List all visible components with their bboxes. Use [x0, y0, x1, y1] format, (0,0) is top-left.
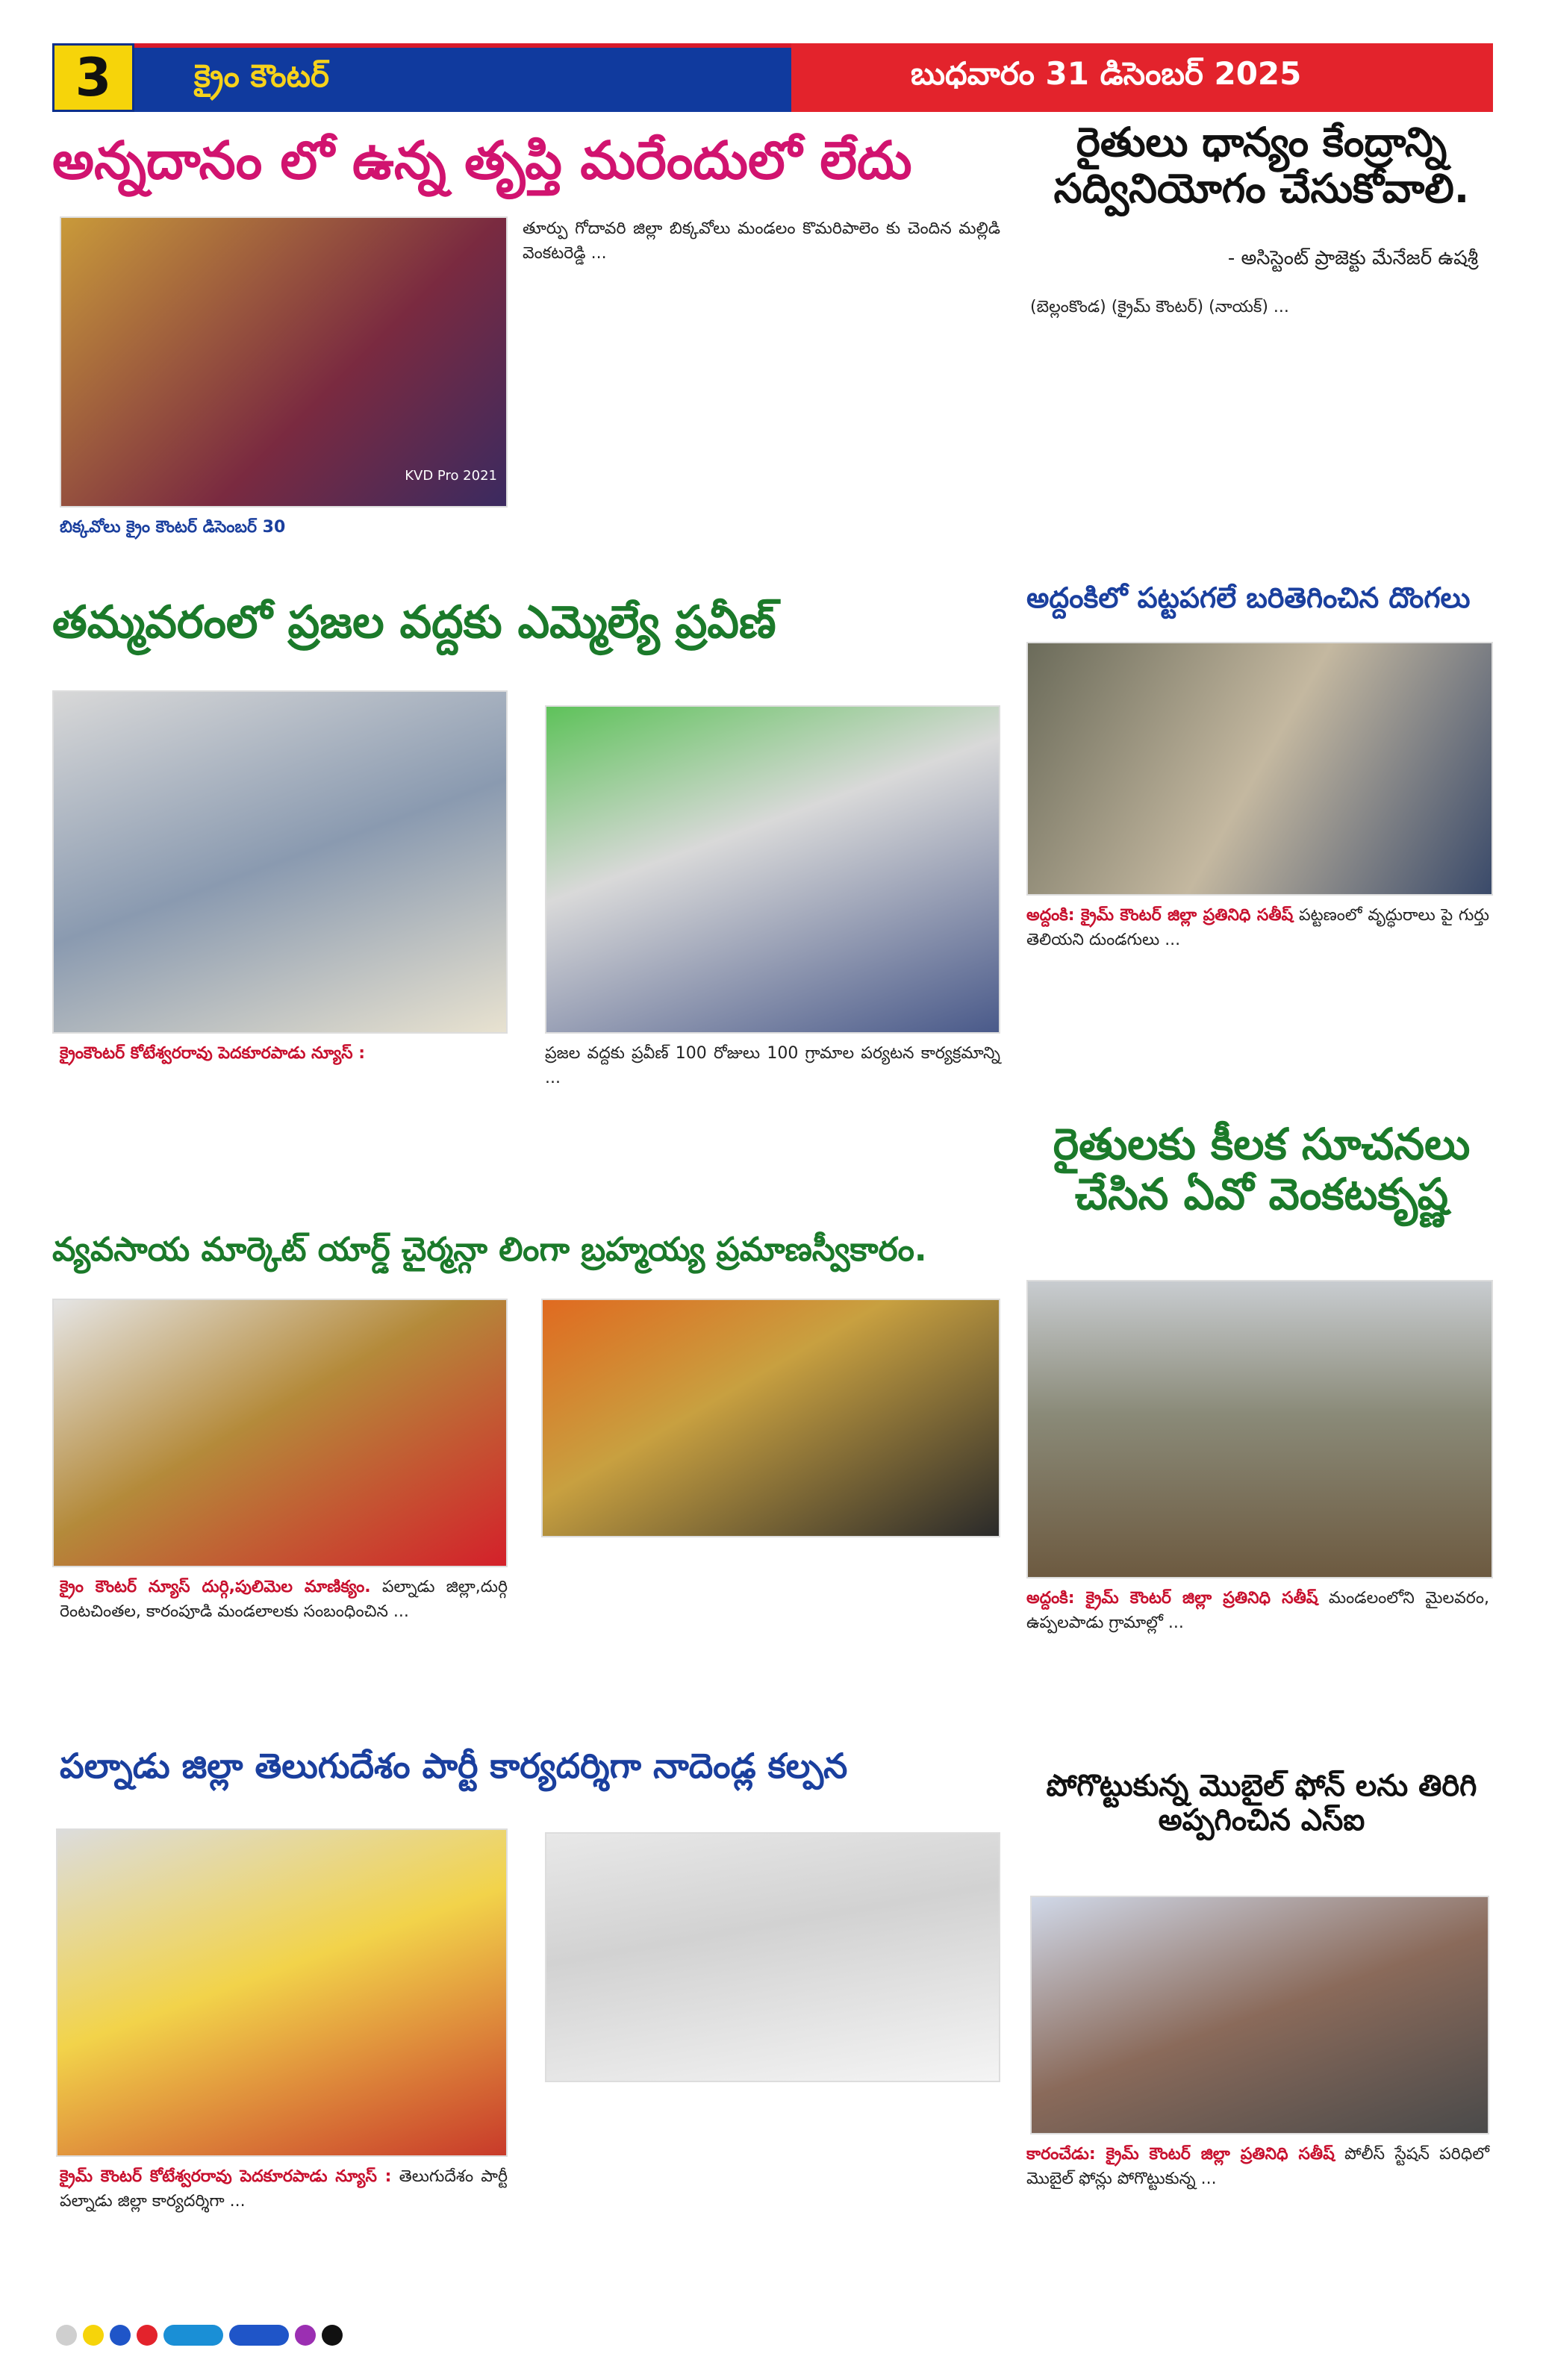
headline-2: రైతులు ధాన్యం కేంద్రాన్ని సద్వినియోగం చేసుకోవాలి. [1053, 119, 1470, 213]
article-7-caption [60, 2164, 508, 2214]
photo-credit: KVD Pro 2021 [405, 468, 497, 484]
article-5-caption [1026, 1586, 1489, 1635]
headline-3: తమ్మవరంలో ప్రజల వద్దకు ఎమ్మెల్యే ప్రవీణ్ [52, 596, 776, 649]
photo-7b [545, 1832, 1000, 2082]
byline-3: క్రైంకౌంటర్ కోటేశ్వరరావు పెదకూరపాడు న్యూస్ : [60, 1044, 366, 1063]
photo-6b [541, 1299, 1000, 1537]
byline-4: అద్దంకి: క్రైమ్ కౌంటర్ జిల్లా ప్రతినిధి సతీష్ [1026, 906, 1294, 925]
article-6-body: పల్నాడు జిల్లా,దుర్గి రెంటచింతల, కారంపూడి మండలాలకు సంబంధించిన ... [60, 1578, 508, 1621]
article-2-body: (బెల్లంకొండ) (క్రైమ్ కౌంటర్) (నాయక్) ... [1030, 298, 1289, 316]
article-3-body: ప్రజల వద్దకు ప్రవీణ్ 100 రోజులు 100 గ్రామాల పర్యటన కార్యక్రమాన్ని ... [545, 1044, 1000, 1087]
issue-date: బుధవారం 31 డిసెంబర్ 2025 [911, 55, 1302, 92]
headline-8: పోగొట్టుకున్న మొబైల్ ఫోన్ లను తిరిగి అప్పగించిన ఎస్ఐ [1046, 1769, 1477, 1837]
article-7-body: తెలుగుదేశం పార్టీ పల్నాడు జిల్లా కార్యదర్శిగా ... [60, 2167, 508, 2211]
footer-dot [56, 2325, 77, 2346]
headline-6: వ్యవసాయ మార్కెట్ యార్డ్ చైర్మన్గా లింగా బ్రహ్మయ్య ప్రమాణస్వీకారం. [52, 1231, 927, 1269]
article-8-body: పోలీస్ స్టేషన్ పరిధిలో మొబైల్ ఫోన్లు పోగొట్టుకున్న ... [1026, 2145, 1489, 2188]
photo-6a [52, 1299, 508, 1567]
brand-name: క్రైం కౌంటర్ [194, 57, 329, 94]
article-6-caption [60, 1575, 508, 1624]
headline-7: పల్నాడు జిల్లా తెలుగుదేశం పార్టీ కార్యదర్శిగా నాదెండ్ల కల్పన [60, 1746, 848, 1786]
photo-8 [1030, 1896, 1489, 2134]
article-1-caption [60, 515, 508, 540]
footer-dot [83, 2325, 104, 2346]
article-8-caption [1026, 2142, 1489, 2191]
photo-3a [52, 690, 508, 1034]
photo-1 [60, 216, 508, 507]
byline-6: క్రైం కౌంటర్ న్యూస్ దుర్గి,పులిమెల మాణిక్యం. [60, 1578, 371, 1596]
page-number: 3 [52, 43, 134, 112]
article-1-body: తూర్పు గోదావరి జిల్లా బిక్కవోలు మండలం కొమరిపాలెం కు చెందిన మల్లిడి వెంకటరెడ్డి ... [523, 219, 1000, 263]
article-4-body: పట్టణంలో వృద్ధురాలు పై గుర్తు తెలియని దుండగులు ... [1026, 906, 1489, 949]
photo-5 [1026, 1280, 1493, 1578]
brand-bar [134, 43, 791, 112]
headline-4: అద్దంకిలో పట్టపగలే బరితెగించిన దొంగలు [1026, 581, 1471, 614]
byline-2: - అసిస్టెంట్ ప్రాజెక్టు మేనేజర్ ఉషశ్రీ [1227, 247, 1478, 269]
photo-3b [545, 705, 1000, 1034]
footer-dot [163, 2325, 223, 2346]
headline-5: రైతులకు కీలక సూచనలు చేసిన ఏవో వెంకటకృష్ణ [1053, 1119, 1471, 1219]
footer-dot [229, 2325, 289, 2346]
photo-4 [1026, 642, 1493, 896]
article-3-caption [60, 1041, 508, 1066]
byline-5: అద్దంకి: క్రైమ్ కౌంటర్ జిల్లా ప్రతినిధి సతీష్ [1026, 1589, 1318, 1608]
article-4-caption [1026, 903, 1489, 952]
byline-7: క్రైమ్ కౌంటర్ కోటేశ్వరరావు పెదకూరపాడు న్యూస్ : [60, 2167, 392, 2186]
headline-1: అన్నదానం లో ఉన్న తృప్తి మరేందులో లేదు [52, 130, 912, 191]
footer-dots [56, 2325, 343, 2346]
footer-dot [322, 2325, 343, 2346]
byline-1: బిక్కవోలు క్రైం కౌంటర్ డిసెంబర్ 30 [60, 518, 286, 537]
footer-dot [295, 2325, 316, 2346]
footer-dot [110, 2325, 131, 2346]
byline-8: కారంచేడు: క్రైమ్ కౌంటర్ జిల్లా ప్రతినిధి సతీష్ [1026, 2145, 1335, 2164]
footer-dot [137, 2325, 158, 2346]
article-5-body: మండలంలోని మైలవరం, ఉప్పలపాడు గ్రామాల్లో ... [1026, 1589, 1489, 1632]
date-bar [791, 43, 1493, 112]
photo-7a [56, 1828, 508, 2157]
